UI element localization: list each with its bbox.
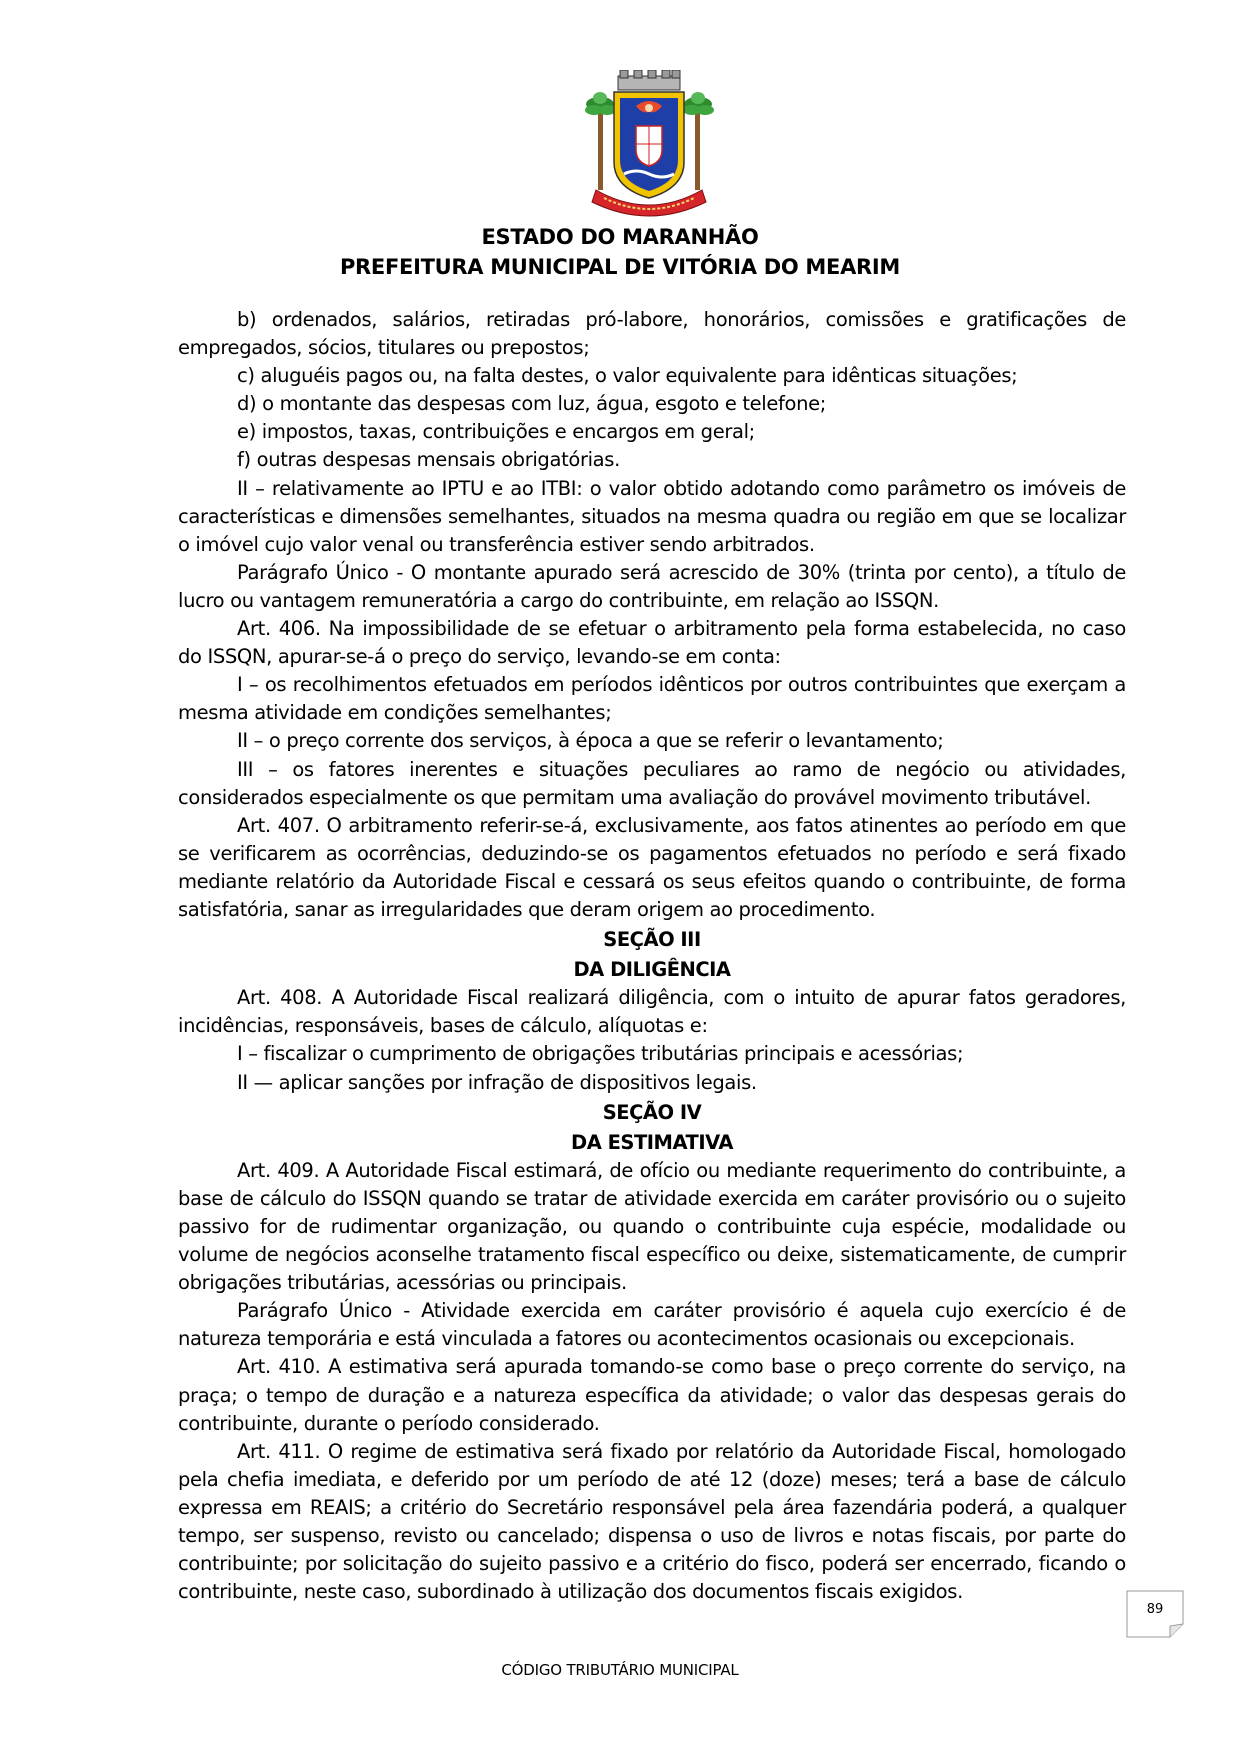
section-subheading: DA ESTIMATIVA (571, 1130, 733, 1154)
coat-of-arms-logo (584, 70, 714, 220)
paragraph: Art. 407. O arbitramento referir-se-á, exclusivamente, aos fatos atinentes ao período em que se verificarem as ocorrências, deduzindo-se os pagamentos efetuados no período e será fixado mediante relatório da Autoridade Fiscal e cessará os seus efeitos quando o contribuinte, de forma satisfatória, sanar as irregularidades que deram origem ao procedimento. (178, 813, 1126, 921)
page-number-box (1126, 1590, 1184, 1638)
section-heading: SEÇÃO III (603, 928, 701, 952)
paragraph: Art. 410. A estimativa será apurada tomando-se como base o preço corrente do serviço, na praça; o tempo de duração e a natureza específica da atividade; o valor das despesas gerais do contribuinte, durante o período considerado. (178, 1355, 1126, 1435)
paragraph: II – o preço corrente dos serviços, à época a que se referir o levantamento; (237, 729, 944, 753)
paragraph: Art. 411. O regime de estimativa será fixado por relatório da Autoridade Fiscal, homologado pela chefia imediata, e deferido por um período de até 12 (doze) meses; terá a base de cálculo expressa em REAIS; a critério do Secretário responsável pela área fazendária poderá, a qualquer tempo, ser suspenso, revisto ou cancelado; dispensa o uso de livros e notas fiscais, por parte do contribuinte; por solicitação do sujeito passivo e a critério do fisco, poderá ser encerrado, ficando o contribuinte, neste caso, subordinado à utilização dos documentos fiscais exigidos. (178, 1439, 1126, 1604)
paragraph: b) ordenados, salários, retiradas pró-labore, honorários, comissões e gratificações de empregados, sócios, titulares ou prepostos; (178, 308, 1126, 360)
paragraph: I – fiscalizar o cumprimento de obrigações tributárias principais e acessórias; (237, 1042, 964, 1066)
paragraph: II – relativamente ao IPTU e ao ITBI: o valor obtido adotando como parâmetro os imóveis de características e dimensões semelhantes, situados na mesma quadra ou região em que se localizar o imóvel cujo valor venal ou transferência estiver sendo arbitrados. (178, 476, 1126, 556)
document-footer: CÓDIGO TRIBUTÁRIO MUNICIPAL (501, 1661, 739, 1679)
header-municipality: PREFEITURA MUNICIPAL DE VITÓRIA DO MEARIM (339, 255, 901, 279)
right-palm-icon (683, 92, 714, 190)
paragraph: II — aplicar sanções por infração de dispositivos legais. (237, 1070, 757, 1094)
paragraph: c) aluguéis pagos ou, na falta destes, o valor equivalente para idênticas situações; (237, 364, 1018, 388)
paragraph: e) impostos, taxas, contribuições e encargos em geral; (237, 420, 755, 444)
left-palm-icon (585, 92, 616, 190)
paragraph: Art. 406. Na impossibilidade de se efetuar o arbitramento pela forma estabelecida, no caso do ISSQN, apurar-se-á o preço do serviço, levando-se em conta: (178, 617, 1126, 669)
paragraph: Art. 409. A Autoridade Fiscal estimará, de ofício ou mediante requerimento do contribuinte, a base de cálculo do ISSQN quando se tratar de atividade exercida em caráter provisório ou o sujeito passivo for de rudimentar organização, ou quando o contribuinte cuja espécie, modalidade ou volume de negócios aconselhe tratamento fiscal específico ou deixe, sistematicamente, de cumprir obrigações tributárias, acessórias ou principais. (178, 1158, 1126, 1295)
document-header (0, 222, 1240, 282)
paragraph: f) outras despesas mensais obrigatórias. (237, 448, 620, 472)
paragraph: III – os fatores inerentes e situações peculiares ao ramo de negócio ou atividades, considerados especialmente os que permitam uma avaliação do provável movimento tributável. (178, 757, 1126, 809)
paragraph: d) o montante das despesas com luz, água, esgoto e telefone; (237, 392, 826, 416)
paragraph: Parágrafo Único - Atividade exercida em caráter provisório é aquela cujo exercício é de natureza temporária e está vinculada a fatores ou acontecimentos ocasionais ou excepcionais. (178, 1299, 1126, 1351)
paragraph: Parágrafo Único - O montante apurado será acrescido de 30% (trinta por cento), a título de lucro ou vantagem remuneratória a cargo do contribuinte, em relação ao ISSQN. (178, 560, 1126, 612)
header-state: ESTADO DO MARANHÃO (481, 225, 759, 249)
paragraph: I – os recolhimentos efetuados em períodos idênticos por outros contribuintes que exerçam a mesma atividade em condições semelhantes; (178, 673, 1126, 725)
page-number: 89 (1146, 1602, 1164, 1617)
section-subheading: DA DILIGÊNCIA (573, 958, 731, 982)
paragraph: Art. 408. A Autoridade Fiscal realizará diligência, com o intuito de apurar fatos geradores, incidências, responsáveis, bases de cálculo, alíquotas e: (178, 986, 1126, 1038)
mural-crown-icon (618, 70, 680, 90)
section-heading: SEÇÃO IV (602, 1100, 702, 1124)
document-body (178, 306, 1126, 1606)
